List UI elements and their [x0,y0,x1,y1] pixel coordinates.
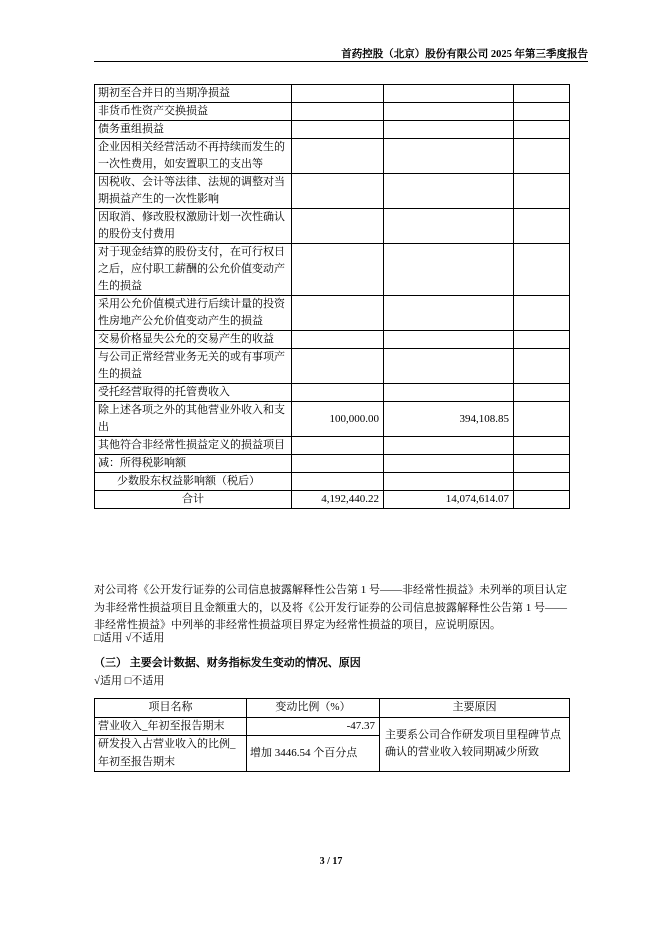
table-row [95,139,570,174]
table-row [95,174,570,209]
row-label: 债务重组损益 [95,121,292,139]
value-cell: 100,000.00 [292,402,384,437]
note-cell [514,473,570,491]
table-row [95,331,570,349]
value-cell [292,331,384,349]
header-divider [94,61,588,62]
row-label: 非货币性资产交换损益 [95,103,292,121]
applicability-checkbox-line: □适用 √不适用 [94,632,165,644]
note-cell [514,103,570,121]
row-label: 对于现金结算的股份支付，在可行权日之后，应付职工薪酬的公允价值变动产生的损益 [95,244,292,296]
value-cell [384,209,514,244]
value-cell [384,121,514,139]
table-row [95,473,570,491]
table-row [95,244,570,296]
note-cell [514,455,570,473]
value-cell [292,244,384,296]
value-cell [384,139,514,174]
value-cell [292,139,384,174]
value-cell [292,174,384,209]
note-cell [514,139,570,174]
item-name: 营业收入_年初至报告期末 [95,717,247,736]
note-cell [514,384,570,402]
row-label: 因税收、会计等法律、法规的调整对当期损益产生的一次性影响 [95,174,292,209]
value-cell [384,103,514,121]
section-title: （三） 主要会计数据、财务指标发生变动的情况、原因 [94,657,361,669]
row-label: 其他符合非经常性损益定义的损益项目 [95,437,292,455]
note-cell [514,491,570,509]
row-label: 减：所得税影响额 [95,455,292,473]
main-reason: 主要系公司合作研发项目里程碑节点确认的营业收入较同期减少所致 [380,717,570,772]
value-cell [292,455,384,473]
table-row [95,455,570,473]
note-cell [514,402,570,437]
value-cell [384,384,514,402]
value-cell [384,473,514,491]
table-header-row [95,699,570,718]
row-label: 采用公允价值模式进行后续计量的投资性房地产公允价值变动产生的损益 [95,296,292,331]
value-cell [384,244,514,296]
note-cell [514,244,570,296]
page-number: 3 / 17 [319,856,343,867]
row-label: 因取消、修改股权激励计划一次性确认的股份支付费用 [95,209,292,244]
column-header: 项目名称 [95,699,247,718]
value-cell [384,296,514,331]
table-row [95,296,570,331]
explanation-paragraph: 对公司将《公开发行证券的公司信息披露解释性公告第 1 号——非经常性损益》未列举的项目认定为非经常性损益项目且金额重大的，以及将《公开发行证券的公司信息披露解释性公告第 1 号——非经常性损益》中列举的非经常性损益项目界定为经常性损益的项目，应说明原因。 [94,584,567,631]
value-cell [384,455,514,473]
note-cell [514,121,570,139]
table-row [95,103,570,121]
value-cell [384,349,514,384]
value-cell: 394,108.85 [384,402,514,437]
table-row [95,121,570,139]
value-cell [292,209,384,244]
row-label: 合计 [95,491,292,509]
table-row [95,437,570,455]
row-label: 受托经营取得的托管费收入 [95,384,292,402]
note-cell [514,331,570,349]
note-cell [514,85,570,103]
page-header: 首药控股（北京）股份有限公司 2025 年第三季度报告 [341,49,588,60]
table-row [95,349,570,384]
note-cell [514,296,570,331]
table-row [95,384,570,402]
item-name: 研发投入占营业收入的比例_年初至报告期末 [95,736,247,772]
row-label: 企业因相关经营活动不再持续而发生的一次性费用，如安置职工的支出等 [95,139,292,174]
table-row [95,402,570,437]
value-cell: 4,192,440.22 [292,491,384,509]
change-ratio: -47.37 [247,717,380,736]
value-cell [384,174,514,209]
change-ratio: 增加 3446.54 个百分点 [247,736,380,772]
note-cell [514,349,570,384]
table-row [95,209,570,244]
value-cell [384,85,514,103]
table-row [95,491,570,509]
section-applicability-line: √适用 □不适用 [94,675,165,687]
row-label: 交易价格显失公允的交易产生的收益 [95,331,292,349]
value-cell [292,437,384,455]
value-cell [384,331,514,349]
value-cell [292,296,384,331]
value-cell [292,103,384,121]
row-label: 期初至合并日的当期净损益 [95,85,292,103]
row-label: 少数股东权益影响额（税后） [95,473,292,491]
note-cell [514,174,570,209]
note-cell [514,437,570,455]
value-cell [292,384,384,402]
row-label: 与公司正常经营业务无关的或有事项产生的损益 [95,349,292,384]
row-label: 除上述各项之外的其他营业外收入和支出 [95,402,292,437]
value-cell [384,437,514,455]
table-row [95,717,570,736]
value-cell [292,473,384,491]
key-data-changes-table [94,698,570,772]
value-cell [292,121,384,139]
column-header: 变动比例（%） [247,699,380,718]
value-cell [292,349,384,384]
value-cell [292,85,384,103]
table-row [95,85,570,103]
note-cell [514,209,570,244]
column-header: 主要原因 [380,699,570,718]
non-recurring-gains-table [94,84,570,509]
value-cell: 14,074,614.07 [384,491,514,509]
